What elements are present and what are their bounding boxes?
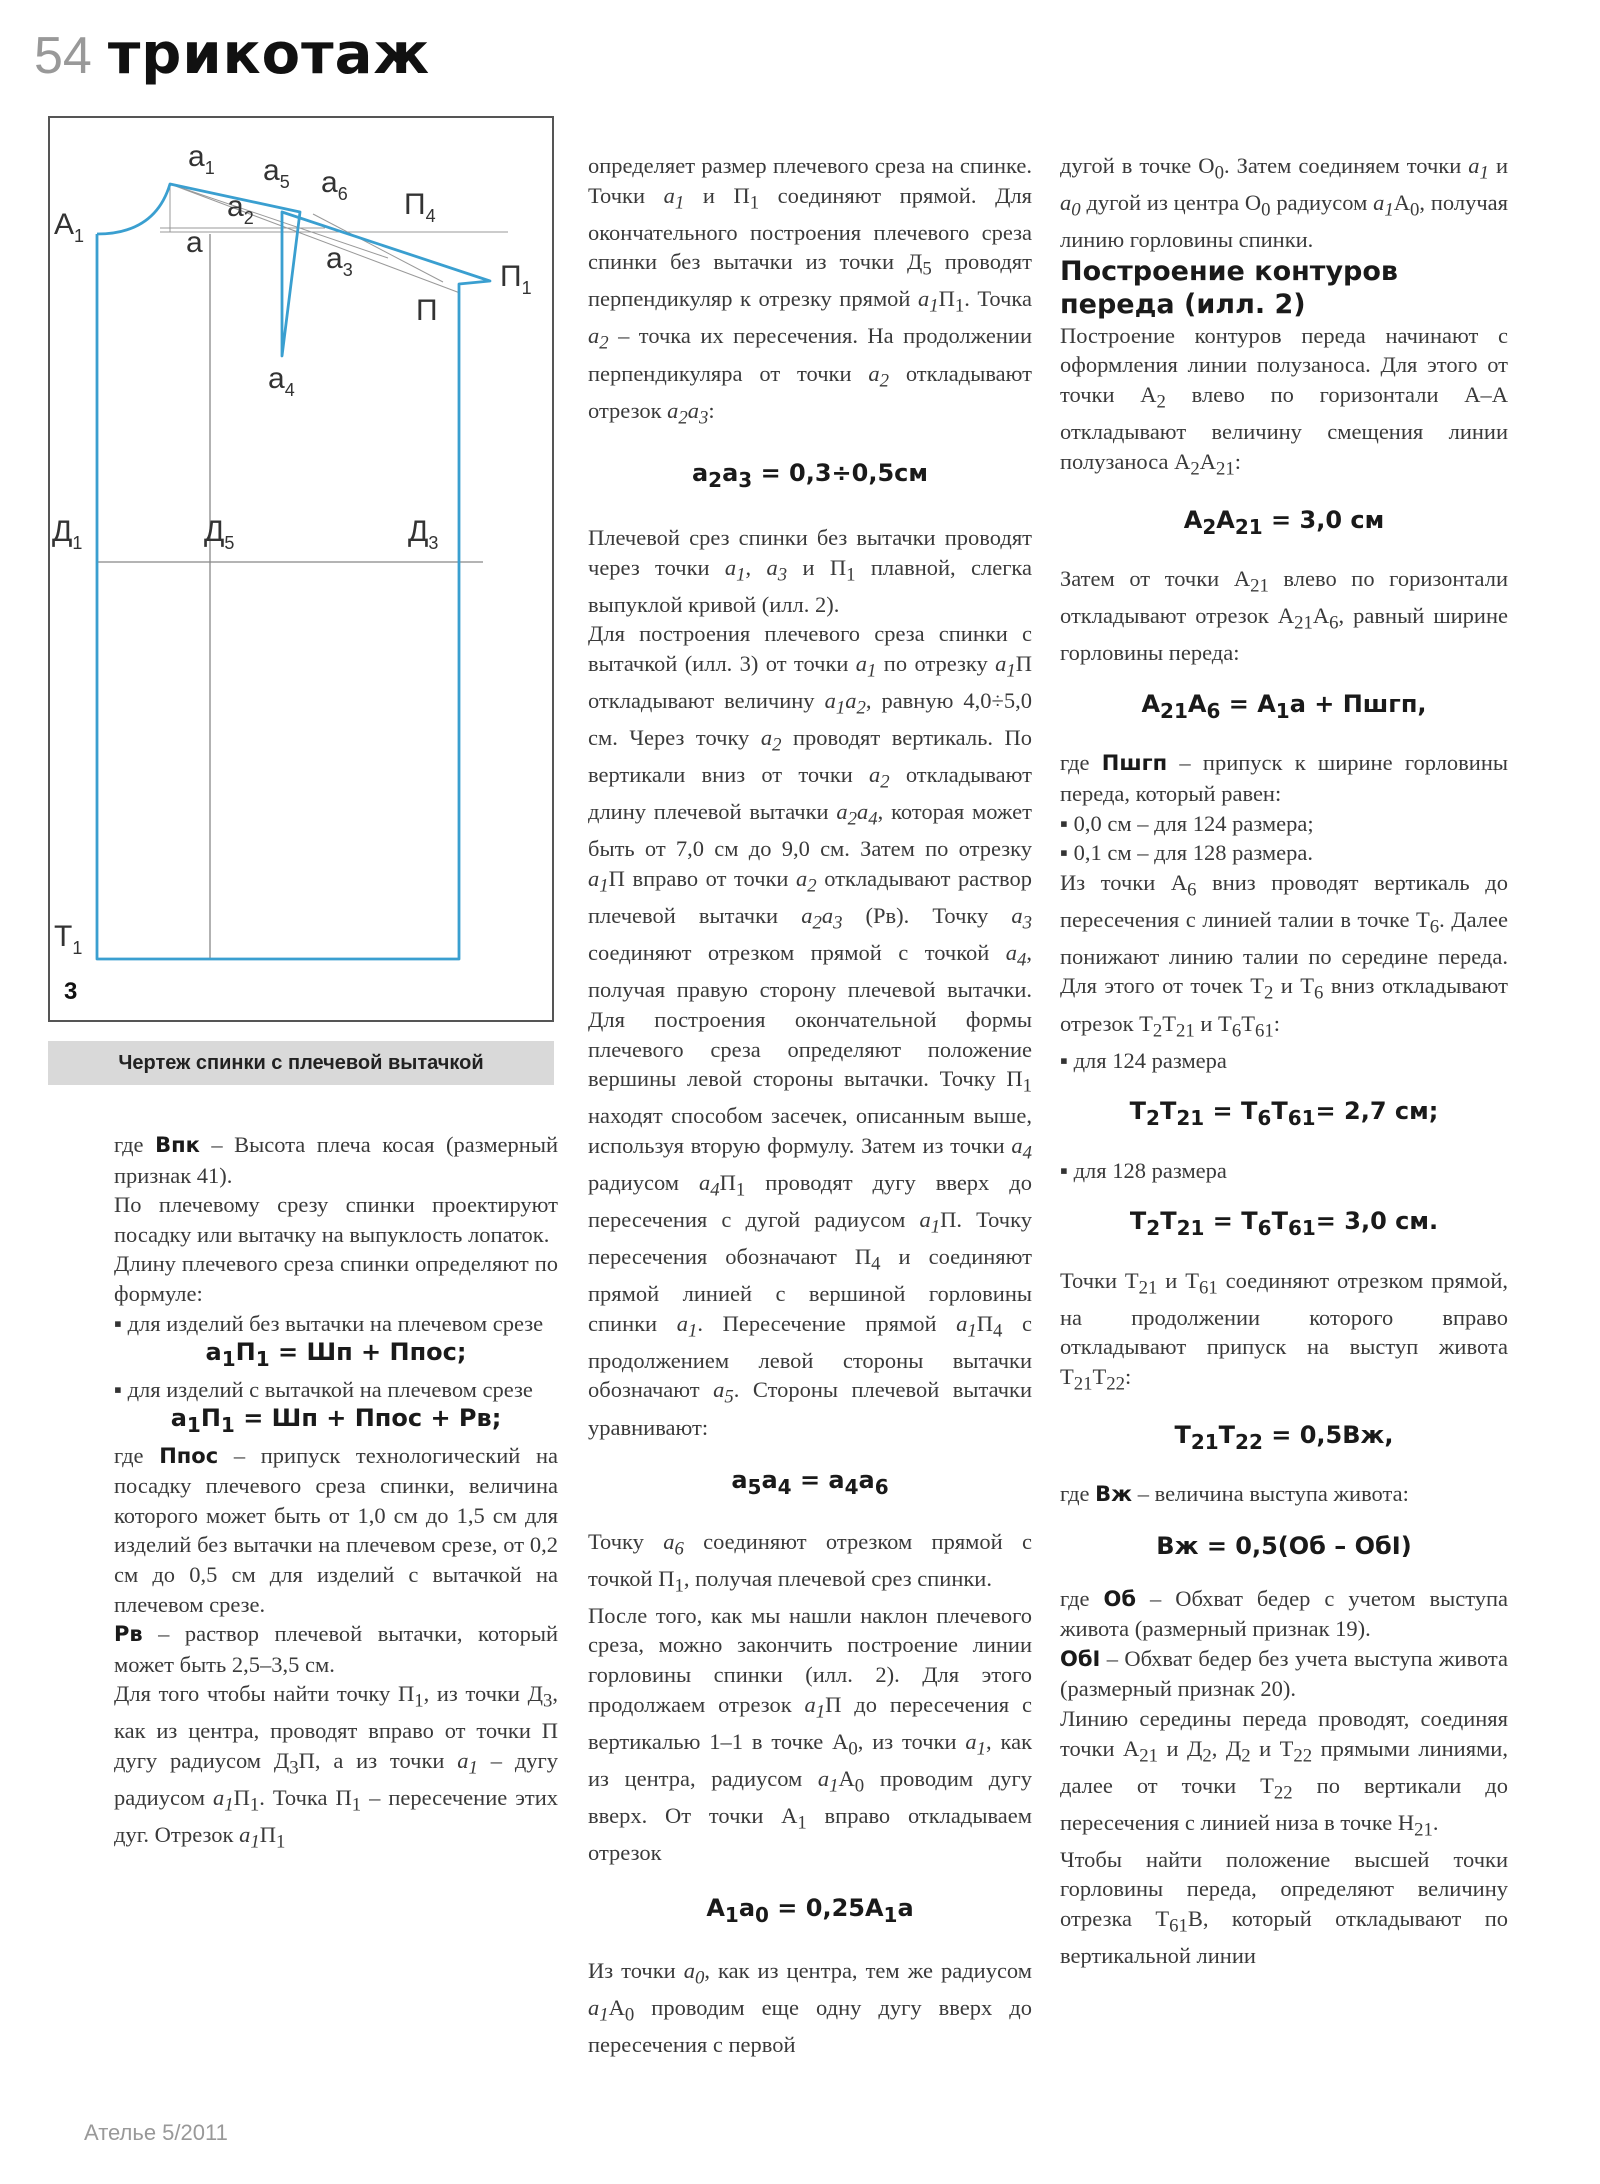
point-T1: $Т_1$ xyxy=(54,920,83,958)
paragraph: Для построения плечевого среза спинки с вытачкой (илл. 3) от точки $a_1$ по отрезку $a_1П$ откладывают величину $a_1a_2$, равную 4,0÷5,0 см. Через точку $a_2$ проводят вертикаль. По вертикали вниз от точки $a_2$ откладывают длину плечевой вытачки $a_2a_4$, которая может быть от 7,0 см до 9,0 см. Затем по отрезку $a_1П$ вправо от точки $a_2$ откладывают раствор плечевой вытачки $a_2a_3$ (Рв). Точку $a_3$ соединяют отрезком прямой с точкой $a_4$, получая правую сторону плечевой вытачки. Для построения окончательной формы плечевого среза определяют положение вершины левой стороны вытачки. Точку $П_1$ находят способом засечек, описанным выше, используя вторую формулу. Затем из точки $a_4$ радиусом $a_4П_1$ проводят дугу вверх до пересечения с дугой радиусом $a_1П$. Точку пересечения обозначают $П_4$ и соединяют прямой линией с вершиной горловины спинки $a_1$. Пересечение прямой $a_1П_4$ с продолжением левой стороны вытачки обозначают $a_5$. Стороны плечевой вытачки уравнивают: xyxy=(588,621,1033,1440)
point-P1: $П_1$ xyxy=(500,260,532,298)
paragraph: определяет размер плечевого среза на спинке. Точки $a_1$ и $П_1$ соединяют прямой. Для окончательного построения плечевого среза спинки без вытачки из точки $Д_5$ проводят перпендикуляр к отрезку прямой $a_1П_1$. Точка $a_2$ – точка их пересечения. На продолжении перпендикуляра от точки $a_2$ откладывают отрезок $a_2a_3$: xyxy=(588,153,1032,429)
point-a3: $a_3$ xyxy=(326,242,353,280)
point-D1: $Д_1$ xyxy=(52,515,83,553)
page-title: трикотаж xyxy=(107,22,431,87)
bullet-item: ▪ 0,1 см – для 128 размера. xyxy=(1060,838,1508,868)
point-P: П xyxy=(416,294,438,327)
paragraph: Рв – раствор плечевой вытачки, который может быть 2,5–3,5 см. xyxy=(114,1621,558,1677)
paragraph: Затем от точки $А_{21}$ влево по горизонтали откладывают отрезок $А_{21}А_6$, равный ширине горловины переда: xyxy=(1060,566,1509,666)
point-a2: $a_2$ xyxy=(227,190,254,228)
bullet-item: ▪ 0,0 см – для 124 размера; xyxy=(1060,809,1508,839)
formula: $a_5a_4 = a_4a_6$ xyxy=(731,1466,889,1499)
paragraph: где Пшгп – припуск к ширине горловины переда, который равен: xyxy=(1060,750,1508,806)
paragraph: Чтобы найти положение высшей точки горловины переда, определяют величину отрезка $Т_{61}В$, который откладывают по вертикальной линии xyxy=(1060,1846,1508,1969)
paragraph: Из точки $a_0$, как из центра, тем же радиусом $a_1А_0$ проводим еще одну дугу вверх до пересечения с первой xyxy=(588,1957,1032,2058)
pattern-drawing xyxy=(48,116,554,1022)
section-heading: Построение контуров переда (илл. 2) xyxy=(1060,255,1399,320)
formula: Вж = 0,5(Об – ОбI) xyxy=(1156,1531,1412,1560)
paragraph: Построение контуров переда начинают с оформления линии полузаноса. Для этого от точки $А_2$ влево по горизонтали А–А откладывают величину смещения линии полузаноса $А_2А_{21}$: xyxy=(1060,322,1508,480)
formula: $T_2T_{21} = T_6T_{61}= 3,0$ см. xyxy=(1129,1207,1439,1241)
figure-caption: Чертеж спинки с плечевой вытачкой xyxy=(48,1041,554,1085)
point-A1: $A_1$ xyxy=(54,208,85,246)
bullet-item: ▪ для изделий с вытачкой на плечевом срезе xyxy=(114,1375,558,1405)
formula: $a_2a_3 = 0,3\div 0,5см$ xyxy=(691,458,929,492)
paragraph: Длину плечевого среза спинки определяют по формуле: xyxy=(114,1251,558,1306)
paragraph: ОбI – Обхват бедер без учета выступа живота (размерный признак 20). xyxy=(1060,1645,1508,1702)
paragraph: Из точки $А_6$ вниз проводят вертикаль до пересечения с линией талии в точке $Т_6$. Далее понижают линию талии по середине переда. Для этого от точек $Т_2$ и $Т_6$ вниз откладывают отрезок $Т_2Т_{21}$ и $Т_6Т_{61}$: xyxy=(1060,869,1508,1042)
formula: $T_2T_{21} = T_6T_{61}= 2,7$ см; xyxy=(1129,1097,1439,1131)
point-D3: $Д_3$ xyxy=(408,515,439,553)
formula: $A_1a_0 = 0,25A_1a$ xyxy=(706,1893,914,1927)
point-a5: $a_5$ xyxy=(263,154,290,192)
text-column-2 xyxy=(588,151,1032,2060)
page-header xyxy=(34,22,430,92)
formula: $a_1П_1$ = Шп + Ппос + Рв; xyxy=(170,1404,502,1437)
formula: $T_{21}T_{22} = 0,5Вж$, xyxy=(1174,1421,1394,1454)
paragraph: По плечевому срезу спинки проектируют посадку или вытачку на выпуклость лопаток. xyxy=(114,1192,558,1247)
paragraph: дугой в точке $О_0$. Затем соединяем точки $a_1$ и $a_0$ дугой из центра $О_0$ радиусом $a_1А_0$, получая линию горловины спинки. xyxy=(1060,153,1508,253)
point-P4: $П_4$ xyxy=(404,188,436,226)
page-footer: Ателье 5/2011 xyxy=(84,2120,228,2145)
bullet-item: ▪ для 128 размера xyxy=(1060,1156,1508,1186)
paragraph: где Об – Обхват бедер с учетом выступа живота (размерный признак 19). xyxy=(1060,1585,1509,1642)
paragraph: Для того чтобы найти точку $П_1$, из точки $Д_3$, как из центра, проводят вправо от точки П дугу радиусом $Д_3П$, а из точки $a_1$ – дугу радиусом $a_1П_1$. Точка $П_1$ – пересечение этих дуг. Отрезок $a_1П_1$ xyxy=(114,1681,558,1853)
paragraph: где Ппос – припуск технологический на посадку плечевого среза спинки, величина которого может быть от 1,0 см до 1,5 см для изделий без вытачки на плечевом срезе, от 0,2 см до 0,5 см для изделий с вытачкой на плечевом срезе. xyxy=(114,1442,558,1617)
pattern-drawing-svg xyxy=(50,118,556,1024)
bullet-item: ▪ для 124 размера xyxy=(1060,1046,1508,1076)
paragraph: Точки $Т_{21}$ и $Т_{61}$ соединяют отрезком прямой, на продолжении которого вправо откладывают припуск на выступ живота $Т_{21}Т_{22}$: xyxy=(1060,1267,1508,1395)
formula: $A_2A_{21} = 3,0$ см xyxy=(1183,505,1385,539)
point-a: a xyxy=(186,226,203,259)
paragraph: Точку $a_6$ соединяют отрезком прямой с точкой $П_1$, получая плечевой срез спинки. xyxy=(588,1528,1032,1597)
paragraph: где Впк – Высота плеча косая (размерный признак 41). xyxy=(114,1132,558,1188)
page-number: 54 xyxy=(34,27,92,85)
paragraph: Плечевой срез спинки без вытачки проводят через точки $a_1$, $a_3$ и $П_1$ плавной, слегка выпуклой кривой (илл. 2). xyxy=(588,525,1032,617)
paragraph: После того, как мы нашли наклон плечевого среза, можно закончить построение линии горловины спинки (илл. 2). Для этого продолжаем отрезок $a_1П$ до пересечения с вертикалью 1–1 в точке $А_0$, из точки $a_1$, как из центра, радиусом $a_1А_0$ проводим дугу вверх. От точки $А_1$ вправо откладываем отрезок xyxy=(588,1602,1032,1865)
formula: $A_{21}A_6 = A_1a$ + Пшгп, xyxy=(1141,689,1427,723)
bullet-item: ▪ для изделий без вытачки на плечевом срезе xyxy=(114,1309,558,1339)
text-column-1 xyxy=(114,1130,558,1857)
formula: $a_1П_1$ = Шп + Ппос; xyxy=(205,1338,467,1371)
point-a4: $a_4$ xyxy=(268,362,295,400)
point-a6: $a_6$ xyxy=(321,166,348,204)
figure-number: 3 xyxy=(64,978,78,1005)
point-D5: $Д_5$ xyxy=(204,515,235,553)
paragraph: Линию середины переда проводят, соединяя точки $А_{21}$ и $Д_2$, $Д_2$ и $Т_{22}$ прямыми линиями, далее от точки $Т_{22}$ по вертикали до пересечения с линией низа в точке $Н_{21}$. xyxy=(1060,1705,1509,1841)
text-column-3 xyxy=(1060,151,1508,1971)
point-a1: $a_1$ xyxy=(188,140,215,178)
shoulder-guide-1 xyxy=(170,184,388,258)
paragraph: где Вж – величина выступа живота: xyxy=(1060,1481,1409,1507)
